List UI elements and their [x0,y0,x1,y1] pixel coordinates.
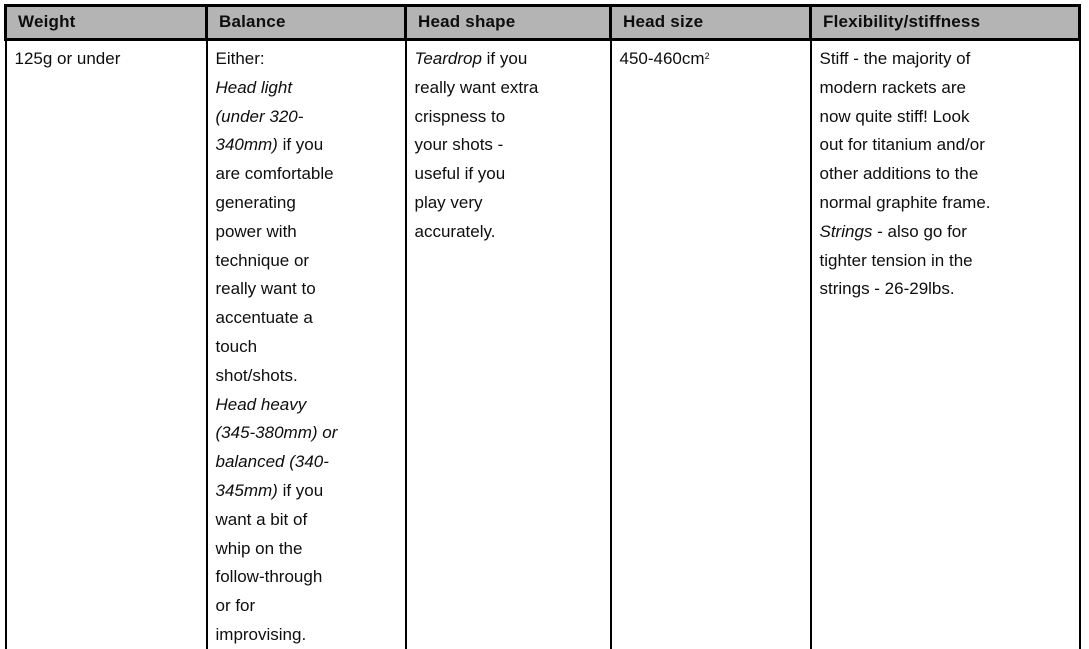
text-run: crispness to [414,106,506,126]
text-run: tighter tension in the [819,250,973,270]
text-run: if you [277,135,324,155]
racket-spec-table [4,4,1081,649]
text-line [820,103,1073,132]
text-run: Teardrop [414,49,482,68]
text-run: Head light [215,77,293,97]
text-line [216,333,399,362]
text-line [216,362,399,391]
text-line [216,621,399,649]
text-run: really want to [215,279,316,299]
text-run: Head heavy [215,394,307,414]
text-line [820,275,1073,304]
text-line [216,218,399,247]
text-run: technique or [215,250,310,270]
text-line [415,74,604,103]
text-run: really want extra [414,77,539,97]
text-line [415,103,604,132]
text-line [216,592,399,621]
text-line [216,448,399,477]
text-run: accurately. [414,221,496,241]
text-run: 2 [704,51,710,61]
text-run: touch [215,336,258,356]
text-run: balanced (340- [215,452,329,472]
text-line [820,131,1073,160]
text-run: 125g or under [14,49,121,68]
text-line [216,535,399,564]
text-line [216,45,399,74]
col-header-flexibility: Flexibility/stiffness [811,6,1080,40]
text-run: if you [481,49,528,68]
header-row [6,6,1080,40]
text-line [216,131,399,160]
text-line [620,45,804,74]
cell-head-size [611,40,811,649]
text-run: 340mm) [215,135,278,155]
text-run: modern rackets are [819,77,966,97]
text-line [216,160,399,189]
text-line [216,391,399,420]
text-run: generating [215,192,296,212]
cell-balance [207,40,406,649]
text-run: Stiff - the majority of [819,49,971,68]
text-run: or for [215,596,256,616]
text-run: are comfortable [215,164,334,184]
text-run: shot/shots. [215,365,298,385]
text-run: out for titanium and/or [819,135,985,155]
text-line [216,419,399,448]
col-header-weight: Weight [6,6,207,40]
text-line [216,275,399,304]
text-line [820,247,1073,276]
text-run: want a bit of [215,509,308,529]
text-run: (345-380mm) or [215,423,338,443]
text-run: follow-through [215,567,323,587]
text-line [15,45,200,74]
text-line [216,563,399,592]
text-line [216,247,399,276]
text-line [820,218,1073,247]
text-line [216,189,399,218]
text-run: your shots - [414,135,504,155]
text-run: if you [277,480,324,500]
text-run: whip on the [215,538,303,558]
text-run: normal graphite frame. [819,192,991,212]
cell-weight [6,40,207,649]
text-line [820,74,1073,103]
text-run: improvising. [215,624,307,644]
text-run: accentuate a [215,308,313,328]
text-line [820,189,1073,218]
col-header-head-size: Head size [611,6,811,40]
cell-flexibility [811,40,1080,649]
spec-row [6,40,1080,649]
text-run: (under 320- [215,106,304,126]
text-line [415,218,604,247]
text-line [415,189,604,218]
text-line [820,160,1073,189]
text-line [415,160,604,189]
text-run: 345mm) [215,480,278,500]
text-run: Strings [819,221,873,241]
col-header-balance: Balance [207,6,406,40]
text-run: now quite stiff! Look [819,106,970,126]
col-header-head-shape: Head shape [406,6,611,40]
text-line [216,506,399,535]
text-line [415,45,604,74]
text-line [216,74,399,103]
text-run: play very [414,192,483,212]
text-run: useful if you [414,164,506,184]
text-run: power with [215,221,297,241]
cell-head-shape [406,40,611,649]
text-line [216,477,399,506]
text-line [820,45,1073,74]
text-line [216,304,399,333]
text-run: strings - 26-29lbs. [819,279,955,299]
text-line [216,103,399,132]
text-run: Either: [215,49,265,68]
text-run: 450-460cm [619,49,705,68]
text-line [415,131,604,160]
text-run: - also go for [872,221,967,241]
text-run: other additions to the [819,164,979,184]
